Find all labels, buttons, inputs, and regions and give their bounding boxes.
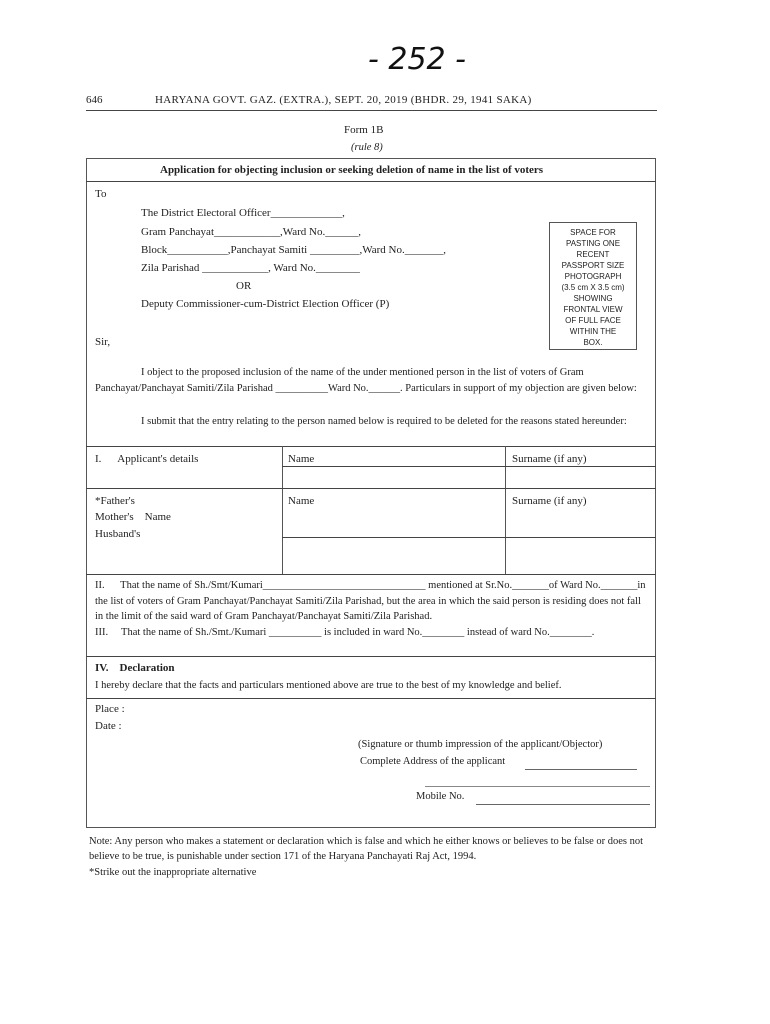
surname-column-header-2: Surname (if any) (512, 495, 587, 507)
place-label: Place : (95, 703, 125, 715)
table-row-rule (282, 537, 656, 538)
heading-rule (86, 181, 656, 182)
or-label: OR (236, 280, 252, 292)
table-row-rule (86, 488, 656, 489)
gazette-header: HARYANA GOVT. GAZ. (EXTRA.), SEPT. 20, 2019 (BHDR. 29, 1941 SAKA) (155, 94, 532, 106)
photo-text-line: PASTING ONE (565, 239, 621, 248)
section-rule (86, 656, 656, 657)
form-rule: (rule 8) (351, 142, 383, 153)
block-line: Block___________,Panchayat Samiti _________,Ward No._______, (141, 244, 446, 256)
photo-text-line: SHOWING (573, 294, 613, 303)
signature-label: (Signature or thumb impression of the applicant/Objector) (358, 739, 603, 750)
page-number: 646 (86, 94, 103, 106)
address-blank-line-2 (425, 786, 650, 787)
handwritten-page-number: - 252 - (368, 42, 466, 77)
applicant-address-label: Complete Address of the applicant (360, 756, 506, 767)
form-heading: Application for objecting inclusion or seeking deletion of name in the list of voters (160, 164, 544, 176)
mobile-blank-line (476, 804, 650, 805)
photo-text-line: OF FULL FACE (565, 316, 621, 325)
applicant-details-label: I. Applicant's details (95, 453, 199, 465)
section-two: II. That the name of Sh./Smt/Kumari_______________________________ mentioned at Sr.No._______of Ward No._______in the list of voters of Gram Panchayat/Panchayat Samiti/Zila Parishad, but the area in which the said person is residing does not fall in the limit of the said ward of Gram Panchayat/Panchayat Samiti/Zila Parishad. (95, 580, 649, 622)
name-column-header: Name (288, 453, 315, 465)
deputy-commissioner-line: Deputy Commissioner-cum-District Election Officer (P) (141, 298, 390, 310)
salutation: Sir, (95, 336, 111, 348)
surname-column-header: Surname (if any) (512, 453, 587, 465)
table-bottom-rule (86, 574, 656, 575)
name-column-header-2: Name (288, 495, 315, 507)
legal-note: Note: Any person who makes a statement or declaration which is false and which he either knows or believes to be false or does not believe to be true, is punishable under section 171 of the Haryana Panchayati Raj Act, 1994. (89, 836, 644, 862)
relation-husband: Husband's (95, 528, 141, 540)
to-label: To (95, 188, 107, 200)
photo-text-line: SPACE FOR (570, 228, 616, 237)
declaration-title: IV. Declaration (95, 662, 175, 674)
header-rule (86, 110, 657, 111)
table-top-rule (86, 446, 656, 447)
declaration-rule (86, 698, 656, 699)
gram-panchayat-line: Gram Panchayat____________,Ward No.______, (141, 226, 361, 238)
photo-text-line: RECENT (576, 250, 610, 259)
form-title: Form 1B (344, 124, 384, 136)
photo-text-line: FRONTAL VIEW (563, 305, 623, 314)
photo-box (549, 222, 637, 350)
strike-note: *Strike out the inappropriate alternative (89, 867, 257, 878)
date-label: Date : (95, 720, 122, 732)
relation-mother: Mother's Name (95, 511, 171, 523)
photo-text-line: PHOTOGRAPH (564, 272, 622, 281)
photo-text-line: BOX. (583, 338, 603, 347)
deletion-paragraph: I submit that the entry relating to the person named below is required to be deleted for the reasons stated hereunder: (141, 416, 627, 427)
zila-parishad-line: Zila Parishad ____________, Ward No.________ (141, 262, 360, 274)
declaration-text: I hereby declare that the facts and particulars mentioned above are true to the best of my knowledge and belief. (95, 680, 562, 691)
mobile-label: Mobile No. (416, 791, 465, 802)
officer-line: The District Electoral Officer_____________, (141, 207, 345, 219)
objection-paragraph: I object to the proposed inclusion of the name of the under mentioned person in the list of voters of Gram Panchayat/Panchayat Samiti/Zila Parishad __________Ward No.______. Particulars in support of my objection are given below: (95, 367, 637, 394)
relation-father: *Father's (95, 495, 135, 507)
photo-text-line: (3.5 cm X 3.5 cm) (561, 283, 625, 292)
table-row-rule (282, 466, 656, 467)
photo-text-line: PASSPORT SIZE (561, 261, 625, 270)
address-blank-line (525, 769, 637, 770)
photo-text-line: WITHIN THE (569, 327, 617, 336)
section-three: III. That the name of Sh./Smt./Kumari __________ is included in ward No.________ instead of ward No.________. (95, 627, 595, 638)
